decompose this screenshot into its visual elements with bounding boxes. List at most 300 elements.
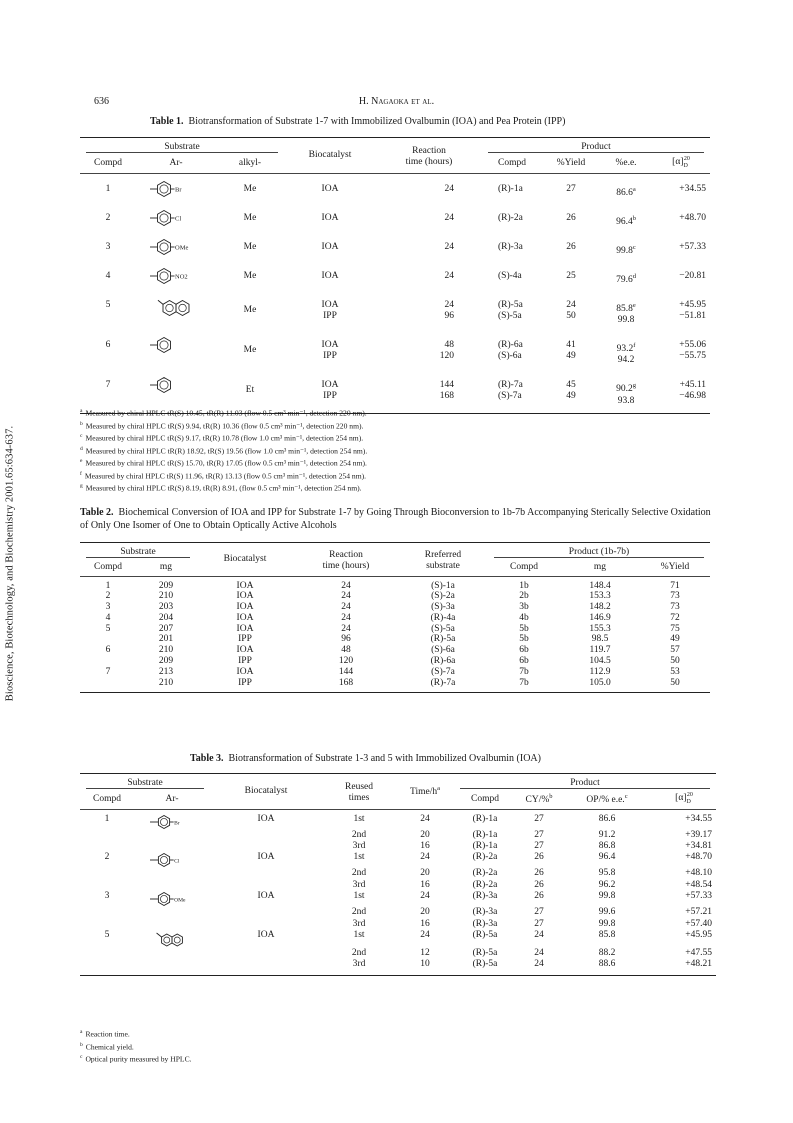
- t1-ee-note: d: [632, 272, 636, 280]
- t3-alpha: +48.70: [685, 852, 712, 863]
- t3-alpha: +47.55: [685, 947, 712, 958]
- t1-compd: 1: [105, 183, 111, 194]
- t3-cy: 27: [534, 813, 544, 824]
- t1-pcompd-line: (S)-7a: [498, 391, 522, 402]
- t1-row: [80, 173, 710, 205]
- t1-alkyl: Et: [245, 385, 255, 396]
- t2-yield: 50: [670, 677, 680, 688]
- t3-bio: IOA: [257, 852, 275, 863]
- t3-row: [80, 930, 716, 948]
- t1-footnote-text: Measured by chiral HPLC tR(S) 10.45, tR(R) 11.03 (flow 0.5 cm³ min⁻¹, detection 220 nm).: [85, 408, 367, 418]
- t3-reused: 2nd: [351, 868, 367, 879]
- t1-yield: 25: [566, 270, 576, 281]
- t1-ee-line: [600, 355, 652, 366]
- t2-bio: IPP: [238, 677, 252, 688]
- t2-bio: IOA: [236, 580, 254, 591]
- t2-pmg: 146.9: [589, 612, 611, 623]
- t2-time: 24: [341, 623, 351, 634]
- t3-alpha: +48.21: [685, 959, 712, 970]
- t1-compd: 2: [105, 212, 111, 223]
- t1-footnote-text: Measured by chiral HPLC tR(S) 8.19, tR(R) 8.91, (flow 0.5 cm³ min⁻¹, detection 254 nm).: [85, 483, 362, 493]
- t1-alkyl: Me: [243, 212, 257, 223]
- t3-footnote-mark: b: [80, 1041, 83, 1048]
- t3-biocatalyst-header: Biocatalyst: [244, 786, 288, 797]
- t2-time: 24: [341, 612, 351, 623]
- side-citation: Bioscience, Biotechnology, and Biochemistry 2001.65:634-637.: [4, 425, 16, 702]
- table3-footnotes: [80, 1027, 192, 1065]
- t3-footnote: [80, 1027, 192, 1040]
- t1-alkyl: Me: [243, 183, 257, 194]
- t3-footnote-mark: a: [80, 1029, 83, 1035]
- t1-footnote: [80, 431, 367, 444]
- t3-row: [80, 948, 716, 959]
- t3-time: 16: [420, 918, 430, 929]
- aryl-structure-icon: [148, 891, 196, 907]
- t2-bio: IOA: [236, 623, 254, 634]
- t1-bio-line: IPP: [323, 351, 337, 362]
- t1-pcompd: (R)-1a: [498, 183, 523, 194]
- t1-ee-note: e: [632, 302, 636, 310]
- t1-ar: [136, 205, 216, 234]
- t3-pcompd: (R)-2a: [472, 879, 498, 890]
- t3-row: [80, 830, 716, 841]
- t1-pcompd: (R)-2a: [498, 212, 523, 223]
- t3-ar: [134, 841, 210, 852]
- t2-pmg-header: mg: [593, 561, 607, 572]
- t1-footnote-mark: c: [80, 433, 83, 440]
- t1-alpha: +57.33: [679, 241, 706, 252]
- t2-compd: 1: [105, 580, 111, 591]
- t1-ee: [600, 263, 652, 292]
- t2-yield: 72: [670, 612, 680, 623]
- t2-referred-header: Rreferred: [424, 550, 462, 561]
- t3-compd: [80, 880, 134, 891]
- t3-time: 10: [420, 959, 430, 970]
- t3-cy: 26: [534, 868, 544, 879]
- t1-ar-header: Ar-: [169, 157, 183, 168]
- t3-bio: [210, 880, 322, 891]
- t2-time: 24: [341, 580, 351, 591]
- t3-ar: [134, 880, 210, 891]
- t2-substrate: (R)-4a: [430, 612, 456, 623]
- t3-op: 96.2: [598, 879, 616, 890]
- t3-reused: 1st: [353, 891, 365, 902]
- t3-cy: 27: [534, 918, 544, 929]
- t2-mg: 204: [158, 612, 174, 623]
- t3-pcompd: (R)-1a: [472, 813, 498, 824]
- t3-compd: [80, 919, 134, 930]
- t3-bio: IOA: [257, 813, 275, 824]
- t1-yield: [542, 332, 600, 372]
- t1-alpha: [652, 292, 710, 332]
- t3-bio: [210, 907, 322, 918]
- t2-substrate: (S)-6a: [431, 645, 455, 656]
- t2-yield: 50: [670, 656, 680, 667]
- t1-ee-value: 93.8: [617, 395, 635, 406]
- t1-alpha-line: −46.98: [679, 391, 706, 402]
- t2-time: 96: [341, 634, 351, 645]
- t2-bio: IOA: [236, 666, 254, 677]
- t1-time: 24: [444, 183, 454, 194]
- t3-pcompd: (R)-5a: [472, 959, 498, 970]
- t1-product-header: Product: [488, 142, 704, 153]
- t2-compd: 3: [105, 602, 111, 613]
- t3-row: [80, 907, 716, 918]
- t2-time: 168: [338, 677, 354, 688]
- t2-substrate: (S)-7a: [431, 666, 455, 677]
- t3-op: 85.8: [598, 929, 616, 940]
- t2-time: 48: [341, 645, 351, 656]
- t1-pcompd-line: (R)-5a: [498, 300, 523, 311]
- t2-pcompd-header: Compd: [510, 561, 538, 572]
- t3-ar-header: Ar-: [165, 793, 179, 804]
- t2-product-header: Product (1b-7b): [494, 547, 704, 558]
- t2-compd: 7: [105, 666, 111, 677]
- t2-compd-header: Compd: [94, 561, 122, 572]
- t3-alpha: +57.40: [685, 918, 712, 929]
- t2-pmg: 155.3: [589, 623, 611, 634]
- t1-time-line: 144: [439, 380, 454, 391]
- t3-row: [80, 959, 716, 975]
- aryl-substituent-label: Cl: [175, 215, 182, 223]
- naphthyl-structure-icon: [148, 296, 204, 318]
- t1-ee-value: 99.8: [617, 315, 635, 326]
- t2-mg: 201: [158, 634, 174, 645]
- t3-alpha: +34.81: [685, 840, 712, 851]
- t1-alpha: −20.81: [679, 270, 706, 281]
- t1-footnote-mark: d: [80, 445, 83, 452]
- t3-time: 24: [420, 929, 430, 940]
- t3-reused: 2nd: [351, 907, 367, 918]
- t1-yield: 27: [566, 183, 576, 194]
- t1-bio: IOA: [321, 270, 339, 281]
- t3-row: [80, 868, 716, 879]
- t1-alpha: +34.55: [679, 183, 706, 194]
- t1-footnote: [80, 456, 367, 469]
- t1-alkyl: Me: [243, 270, 257, 281]
- t2-substrate: (R)-5a: [430, 634, 456, 645]
- t2-mg: 209: [158, 580, 174, 591]
- t1-compd: 6: [105, 340, 111, 351]
- t1-time-line: 96: [444, 311, 454, 322]
- t1-yield-line: 49: [566, 391, 576, 402]
- t2-pcompd: 5b: [519, 634, 529, 645]
- t1-alkyl: Me: [243, 345, 257, 356]
- t1-footnote-mark: a: [80, 408, 83, 414]
- t3-ar: [134, 907, 210, 918]
- t1-ee-value: 85.8: [616, 304, 633, 315]
- t1-row: [80, 234, 710, 263]
- t1-footnote-mark: b: [80, 420, 83, 427]
- t2-substrate: (S)-1a: [431, 580, 455, 591]
- t3-row: [80, 919, 716, 930]
- t1-footnote-mark: f: [80, 470, 82, 477]
- t3-time: 20: [420, 868, 430, 879]
- t3-pcompd: (R)-3a: [472, 907, 498, 918]
- t1-ar: [136, 332, 216, 372]
- t3-op: 86.8: [598, 840, 616, 851]
- t1-ee-line: [600, 396, 652, 407]
- t2-mg: 213: [158, 666, 174, 677]
- t2-pcompd: 6b: [519, 656, 529, 667]
- table1: [80, 137, 710, 414]
- t3-reused: 1st: [353, 852, 365, 863]
- t1-bio-line: IOA: [321, 380, 339, 391]
- t3-alpha: +48.54: [685, 879, 712, 890]
- t1-time-header: time (hours): [405, 157, 453, 168]
- t3-compd: [80, 907, 134, 918]
- t1-alpha: +48.70: [679, 212, 706, 223]
- t3-time: 12: [420, 947, 430, 958]
- t1-time-line: 168: [439, 391, 454, 402]
- t2-row: [80, 645, 710, 656]
- t1-yield-line: 50: [566, 311, 576, 322]
- t2-bio: IOA: [236, 645, 254, 656]
- t3-compd: 5: [104, 929, 110, 940]
- t3-op: 99.8: [598, 891, 616, 902]
- t3-compd: [80, 841, 134, 852]
- t3-cy: 24: [534, 959, 544, 970]
- t2-row: [80, 656, 710, 667]
- t1-row: [80, 205, 710, 234]
- t1-alpha-line: +55.06: [679, 340, 706, 351]
- t3-op: 96.4: [598, 852, 616, 863]
- t1-pcompd-line: (S)-6a: [498, 351, 522, 362]
- t3-op: 88.6: [598, 959, 616, 970]
- t2-substrate: (S)-2a: [431, 591, 455, 602]
- t1-bio-line: IOA: [321, 340, 339, 351]
- running-head: [0, 96, 793, 107]
- t1-compd: 5: [105, 300, 111, 311]
- t3-compd: [80, 959, 134, 975]
- t1-time: 24: [444, 241, 454, 252]
- t1-pcompd: (S)-4a: [498, 270, 522, 281]
- t1-ee-line: [600, 271, 652, 286]
- t3-ar: [134, 930, 210, 948]
- t2-row: [80, 634, 710, 645]
- t3-pcompd: (R)-3a: [472, 891, 498, 902]
- aryl-structure-icon: [148, 814, 196, 830]
- t1-compd-header: Compd: [94, 157, 122, 168]
- t2-substrate: (R)-7a: [430, 677, 456, 688]
- t3-cy: 26: [534, 891, 544, 902]
- t3-pcompd: (R)-2a: [472, 868, 498, 879]
- t2-referred2-header: substrate: [426, 561, 460, 572]
- t1-compd: 3: [105, 241, 111, 252]
- t1-compd: 7: [105, 380, 111, 391]
- t3-reused: 3rd: [352, 959, 366, 970]
- t1-time-line: 120: [439, 351, 454, 362]
- t1-ee-note: f: [633, 342, 636, 350]
- page-number: 636: [94, 96, 109, 107]
- t1-ee-line: [600, 213, 652, 228]
- table3-caption: [190, 752, 730, 765]
- t2-biocatalyst-header: Biocatalyst: [223, 554, 267, 565]
- t3-compd: 1: [104, 813, 110, 824]
- aryl-structure-icon: [148, 376, 204, 394]
- t2-yield: 71: [670, 580, 680, 591]
- t3-reused: 3rd: [352, 879, 366, 890]
- t2-row: [80, 613, 710, 624]
- t3-time: 24: [420, 852, 430, 863]
- t1-ee-value: 90.2: [616, 384, 633, 395]
- t1-yield-line: 24: [566, 300, 576, 311]
- t1-pcompd-header: Compd: [498, 157, 526, 168]
- t1-pcompd-line: (R)-7a: [498, 380, 523, 391]
- table1-caption: [150, 115, 710, 128]
- aryl-substituent-label: NO2: [175, 273, 188, 281]
- table3: [80, 773, 716, 976]
- t1-ar: [136, 263, 216, 292]
- t3-cy-note: b: [549, 792, 553, 800]
- t2-compd: [80, 656, 136, 667]
- t1-pcompd-line: (S)-5a: [498, 311, 522, 322]
- t1-footnote: [80, 481, 367, 494]
- t1-yield: [542, 372, 600, 413]
- t3-footnote-text: Optical purity measured by HPLC.: [85, 1054, 192, 1064]
- t1-reaction-header: Reaction: [412, 146, 446, 157]
- table2-caption: [80, 506, 720, 532]
- t3-cy: 27: [534, 840, 544, 851]
- t3-pcompd: (R)-5a: [472, 947, 498, 958]
- t3-cy: 24: [534, 929, 544, 940]
- t1-compd: 4: [105, 270, 111, 281]
- t3-ar: [134, 852, 210, 868]
- t3-op: 99.6: [598, 907, 616, 918]
- t1-time: [376, 292, 482, 332]
- t2-pmg: 119.7: [589, 645, 611, 656]
- t2-time-header: time (hours): [322, 561, 370, 572]
- t1-ee: [600, 234, 652, 263]
- t1-ee-line: [600, 300, 652, 315]
- t2-pmg: 98.5: [591, 634, 609, 645]
- t2-pmg: 153.3: [589, 591, 611, 602]
- t3-bio: [210, 868, 322, 879]
- table1-caption-text: Biotransformation of Substrate 1-7 with Immobilized Ovalbumin (IOA) and Pea Protein (IPP): [188, 116, 566, 127]
- t1-pcompd-line: (R)-6a: [498, 340, 523, 351]
- t3-bio: [210, 830, 322, 841]
- t3-bio: [210, 919, 322, 930]
- t3-footnote-text: Reaction time.: [85, 1029, 130, 1039]
- t2-pcompd: 6b: [519, 645, 529, 656]
- aryl-structure-icon: [148, 336, 204, 354]
- t1-ar: [136, 173, 216, 205]
- t1-ee: [600, 205, 652, 234]
- t3-alpha: +34.55: [685, 813, 712, 824]
- t1-ee-line: [600, 340, 652, 355]
- t3-compd: 3: [104, 891, 110, 902]
- t3-footnote: [80, 1040, 192, 1053]
- table2: [80, 542, 710, 693]
- t2-bio: IOA: [236, 612, 254, 623]
- t3-op: 99.8: [598, 918, 616, 929]
- t3-timeh-note: a: [437, 785, 440, 793]
- t3-pcompd-header: Compd: [471, 793, 499, 804]
- t2-compd: 4: [105, 612, 111, 623]
- t1-yield: 26: [566, 212, 576, 223]
- t1-biocatalyst-header: Biocatalyst: [308, 150, 352, 161]
- t2-yield: 73: [670, 602, 680, 613]
- t3-row: [80, 880, 716, 891]
- t2-substrate: (S)-5a: [431, 623, 455, 634]
- t1-alpha-line: +45.95: [679, 300, 706, 311]
- t2-pcompd: 7b: [519, 677, 529, 688]
- t1-time: 24: [444, 212, 454, 223]
- t1-bio: IOA: [321, 212, 339, 223]
- t3-cy: 24: [534, 947, 544, 958]
- t3-cy-text: CY/%: [525, 794, 550, 805]
- t1-ee-note: a: [632, 185, 636, 193]
- t2-yield: 53: [670, 666, 680, 677]
- aryl-structure-icon: [148, 267, 204, 285]
- t2-pcompd: 7b: [519, 666, 529, 677]
- t3-cy: 27: [534, 907, 544, 918]
- aryl-substituent-label: Cl: [174, 858, 180, 865]
- t1-footnote-text: Measured by chiral HPLC tR(R) 18.92, tR(S) 19.56 (flow 1.0 cm³ min⁻¹, detection 254 nm).: [85, 446, 368, 456]
- t1-footnote-mark: e: [80, 458, 83, 465]
- t3-time: 20: [420, 907, 430, 918]
- t1-pcompd: (R)-3a: [498, 241, 523, 252]
- t3-time: 20: [420, 829, 430, 840]
- t3-reused: 3rd: [352, 918, 366, 929]
- t1-ee-line: [600, 184, 652, 199]
- t1-ee: [600, 292, 652, 332]
- t2-row: [80, 624, 710, 635]
- aryl-structure-icon: [148, 852, 196, 868]
- table3-label: Table 3.: [190, 753, 224, 764]
- t1-ee: [600, 332, 652, 372]
- t3-compd: [80, 948, 134, 959]
- t1-footnote-text: Measured by chiral HPLC tR(S) 9.17, tR(R) 10.78 (flow 1.0 cm³ min⁻¹, detection 254 nm).: [85, 433, 364, 443]
- t2-compd: 6: [105, 645, 111, 656]
- table1-footnotes: [80, 406, 367, 494]
- t1-pcompd: [482, 292, 542, 332]
- t2-row: [80, 667, 710, 678]
- t1-ar: [136, 292, 216, 332]
- t2-pmg: 105.0: [589, 677, 611, 688]
- t2-compd: [80, 678, 136, 693]
- t1-bio-line: IPP: [323, 391, 337, 402]
- t2-row: [80, 591, 710, 602]
- t1-alpha-line: −51.81: [679, 311, 706, 322]
- t3-op: 86.6: [598, 813, 616, 824]
- t3-compd: [80, 868, 134, 879]
- t1-ee-note: c: [632, 243, 636, 251]
- t3-cy: 27: [534, 829, 544, 840]
- aryl-substituent-label: OMe: [175, 244, 189, 252]
- t3-row: [80, 891, 716, 907]
- t1-bio: [284, 332, 376, 372]
- table3-caption-text: Biotransformation of Substrate 1-3 and 5 with Immobilized Ovalbumin (IOA): [228, 753, 541, 764]
- t1-alpha-header: $[\alpha]_D^{20}$: [672, 156, 690, 170]
- table2-label: Table 2.: [80, 507, 114, 518]
- t2-pcompd: 1b: [519, 580, 529, 591]
- t1-alkyl: Me: [243, 305, 257, 316]
- t2-bio: IPP: [238, 634, 252, 645]
- t1-ee-line: [600, 315, 652, 326]
- t2-time: 144: [338, 666, 354, 677]
- t1-yield: [542, 292, 600, 332]
- t1-ee-value: 93.2: [616, 344, 634, 355]
- t1-yield-header: %Yield: [556, 157, 586, 168]
- t1-time: [376, 332, 482, 372]
- t3-compd: [80, 830, 134, 841]
- t2-body: [80, 576, 710, 693]
- t1-row: [80, 292, 710, 332]
- t1-footnote: [80, 419, 367, 432]
- t1-footnote: [80, 444, 367, 457]
- t1-alpha: [652, 372, 710, 413]
